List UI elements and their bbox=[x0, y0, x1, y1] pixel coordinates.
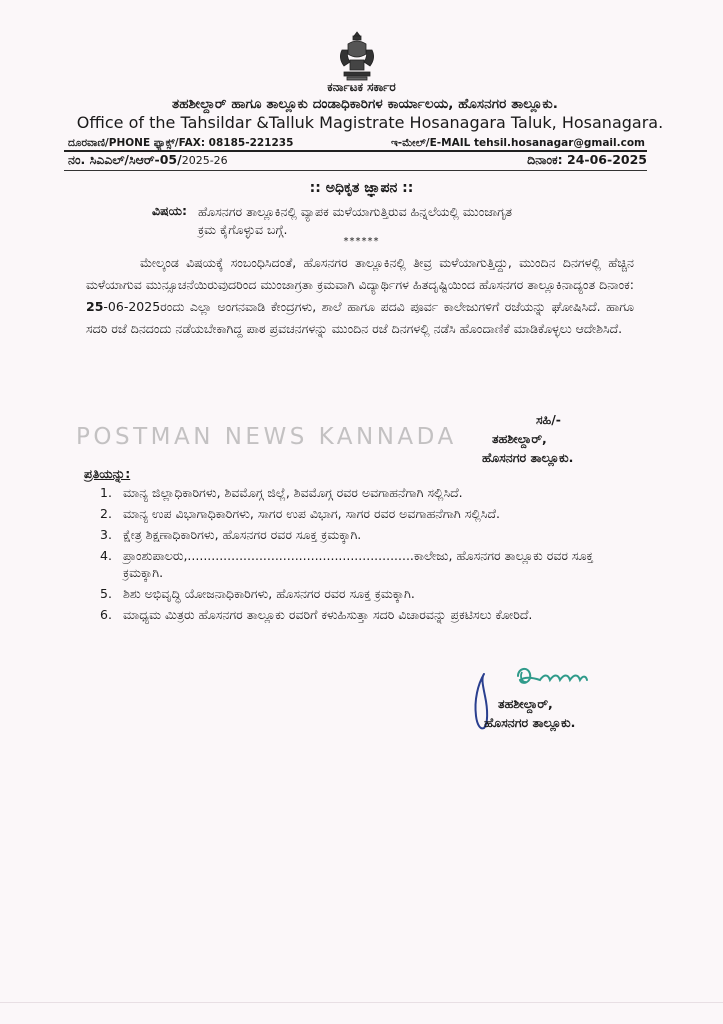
watermark-text: POSTMAN NEWS KANNADA bbox=[76, 424, 457, 450]
list-item-text: ಮಾಧ್ಯಮ ಮಿತ್ರರು ಹೊಸನಗರ ತಾಲ್ಲೂಕು ರವರಿಗೆ ಕಳುಹಿಸುತ್ತಾ ಸದರಿ ವಿಚಾರವನ್ನು ಪ್ರಕಟಿಸಲು ಕೋರಿದೆ. bbox=[123, 607, 533, 622]
holiday-date-day: 25 bbox=[86, 299, 104, 314]
subject-text: ಹೊಸನಗರ ತಾಲ್ಲೂಕಿನಲ್ಲಿ ವ್ಯಾಪಕ ಮಳೆಯಾಗುತ್ತಿರುವ ಹಿನ್ನಲೆಯಲ್ಲಿ ಮುಂಜಾಗೃತ ಕ್ರಮ ಕೈಗೊಳ್ಳುವ ಬಗ್ಗೆ. bbox=[198, 204, 512, 237]
list-item-text: ಕ್ಷೇತ್ರ ಶಿಕ್ಷಣಾಧಿಕಾರಿಗಳು, ಹೊಸನಗರ ರವರ ಸೂಕ್ತ ಕ್ರಮಕ್ಕಾಗಿ. bbox=[123, 527, 362, 542]
subject-label bbox=[152, 203, 187, 219]
office-name-english: Office of the Tahsildar &Talluk Magistrate Hosanagara Taluk, Hosanagara. bbox=[76, 113, 664, 132]
signed-mark: ಸಹಿ/- bbox=[536, 412, 561, 427]
signature-block-primary bbox=[482, 410, 573, 467]
government-name: ಕರ್ನಾಟಕ ಸರ್ಕಾರ bbox=[327, 80, 396, 94]
list-item-number: 2. bbox=[100, 506, 112, 521]
list-item bbox=[86, 606, 636, 623]
list-item bbox=[86, 505, 636, 522]
list-item bbox=[86, 585, 636, 602]
list-item-text: ಶಿಶು ಅಭಿವೃದ್ಧಿ ಯೋಜನಾಧಿಕಾರಿಗಳು, ಹೊಸನಗರ ರವರ ಸೂಕ್ತ ಕ್ರಮಕ್ಕಾಗಿ. bbox=[123, 586, 415, 601]
memo-body-end: -06-2025ರಂದು ಎಲ್ಲಾ ಅಂಗನವಾಡಿ ಕೇಂದ್ರಗಳು, ಶಾಲೆ ಹಾಗೂ ಪದವಿ ಪೂರ್ವ ಕಾಲೇಜುಗಳಿಗೆ ರಜೆಯನ್ನು ಘೋಷಿಸಿದೆ. ಹಾಗೂ ಸದರಿ ರಜೆ ದಿನದಂದು ನಡೆಯಬೇಕಾಗಿದ್ದ ಪಾಠ ಪ್ರವಚನಗಳನ್ನು ಮುಂದಿನ ರಜೆ ದಿನಗಳಲ್ಲಿ ನಡೆಸಿ ಹೊಂದಾಣಿಕೆ ಮಾಡಿಕೊಳ್ಳಲು ಆದೇಶಿಸಿದೆ. bbox=[86, 299, 634, 336]
memo-body-start: ಮೇಲ್ಕಂಡ ವಿಷಯಕ್ಕೆ ಸಂಬಂಧಿಸಿದಂತೆ, ಹೊಸನಗರ ತಾಲ್ಲೂಕಿನಲ್ಲಿ ತೀವ್ರ ಮಳೆಯಾಗುತ್ತಿದ್ದು, ಮುಂದಿನ ದಿನಗಳಲ್ಲಿ ಹೆಚ್ಚಿನ ಮಳೆಯಾಗುವ ಮುನ್ಸೂಚನೆಯಿರುವುದರಿಂದ ಮುಂಜಾಗ್ರತಾ ಕ್ರಮವಾಗಿ ವಿದ್ಯಾರ್ಥಿಗಳ ಹಿತದೃಷ್ಟಿಯಿಂದ ಹೊಸನಗರ ತಾಲ್ಲೂಕಿನಾದ್ಯಂತ ದಿನಾಂಕ: bbox=[86, 255, 634, 292]
reference-row bbox=[68, 152, 647, 172]
state-emblem-icon bbox=[336, 30, 378, 82]
copies-heading: ಪ್ರತಿಯನ್ನು: bbox=[84, 466, 131, 481]
reference-year: 2025-26 bbox=[181, 154, 228, 167]
list-item-number: 3. bbox=[100, 527, 112, 542]
phone-fax: ದೂರವಾಣಿ/PHONE ಫ್ಯಾಕ್ಸ್/FAX: 08185-221235 bbox=[68, 137, 294, 149]
memo-date: ದಿನಾಂಕ: 24-06-2025 bbox=[527, 152, 647, 167]
list-item-number: 4. bbox=[100, 548, 112, 563]
page-fold-line bbox=[0, 1002, 723, 1003]
list-item-text: ಪ್ರಾಂಶುಪಾಲರು,.........................................................ಕಾಲೇಜು, ಹೊಸನಗರ ತಾಲ್ಲೂಕು ರವರ ಸೂಕ್ತ ಕ್ರಮಕ್ಕಾಗಿ. bbox=[123, 548, 594, 580]
list-item bbox=[86, 547, 636, 581]
reference-number-text: ನಂ. ಸಿಎಎಲ್/ಸಿಆರ್-05/ bbox=[68, 152, 182, 167]
signatory-place: ಹೊಸನಗರ ತಾಲ್ಲೂಕು. bbox=[484, 715, 576, 730]
signatory-designation: ತಹಶೀಲ್ದಾರ್, bbox=[492, 431, 547, 446]
list-item-number: 6. bbox=[100, 607, 112, 622]
list-item bbox=[86, 484, 636, 501]
reference-number bbox=[68, 152, 228, 168]
email-address: ಇ-ಮೇಲ್/E-MAIL tehsil.hosanagar@gmail.com bbox=[390, 137, 645, 149]
list-item-number: 1. bbox=[100, 485, 112, 500]
signature-block-final bbox=[484, 694, 575, 732]
memo-title: :: ಅಧಿಕೃತ ಜ್ಞಾಪನ :: bbox=[309, 180, 414, 196]
separator-stars: ****** bbox=[343, 236, 380, 247]
signatory-place: ಹೊಸನಗರ ತಾಲ್ಲೂಕು. bbox=[482, 450, 574, 465]
list-item bbox=[86, 526, 636, 543]
list-item-number: 5. bbox=[100, 586, 112, 601]
memo-body bbox=[86, 252, 634, 340]
signatory-designation: ತಹಶೀಲ್ದಾರ್, bbox=[498, 696, 553, 711]
list-item-text: ಮಾನ್ಯ ಜಿಲ್ಲಾಧಿಕಾರಿಗಳು, ಶಿವಮೊಗ್ಗ ಜಿಲ್ಲೆ, ಶಿವಮೊಗ್ಗ ರವರ ಅವಗಾಹನೆಗಾಗಿ ಸಲ್ಲಿಸಿದೆ. bbox=[123, 485, 463, 500]
office-name-kannada: ತಹಶೀಲ್ದಾರ್ ಹಾಗೂ ತಾಲ್ಲೂಕು ದಂಡಾಧಿಕಾರಿಗಳ ಕಾರ್ಯಾಲಯ, ಹೊಸನಗರ ತಾಲ್ಲೂಕು. bbox=[171, 96, 559, 112]
subject-label-text: ವಿಷಯ: bbox=[152, 203, 187, 218]
copies-list bbox=[86, 484, 636, 627]
reference-divider bbox=[64, 170, 647, 171]
list-item-text: ಮಾನ್ಯ ಉಪ ವಿಭಾಗಾಧಿಕಾರಿಗಳು, ಸಾಗರ ಉಪ ವಿಭಾಗ, ಸಾಗರ ರವರ ಅವಗಾಹನೆಗಾಗಿ ಸಲ್ಲಿಸಿದೆ. bbox=[123, 506, 500, 521]
